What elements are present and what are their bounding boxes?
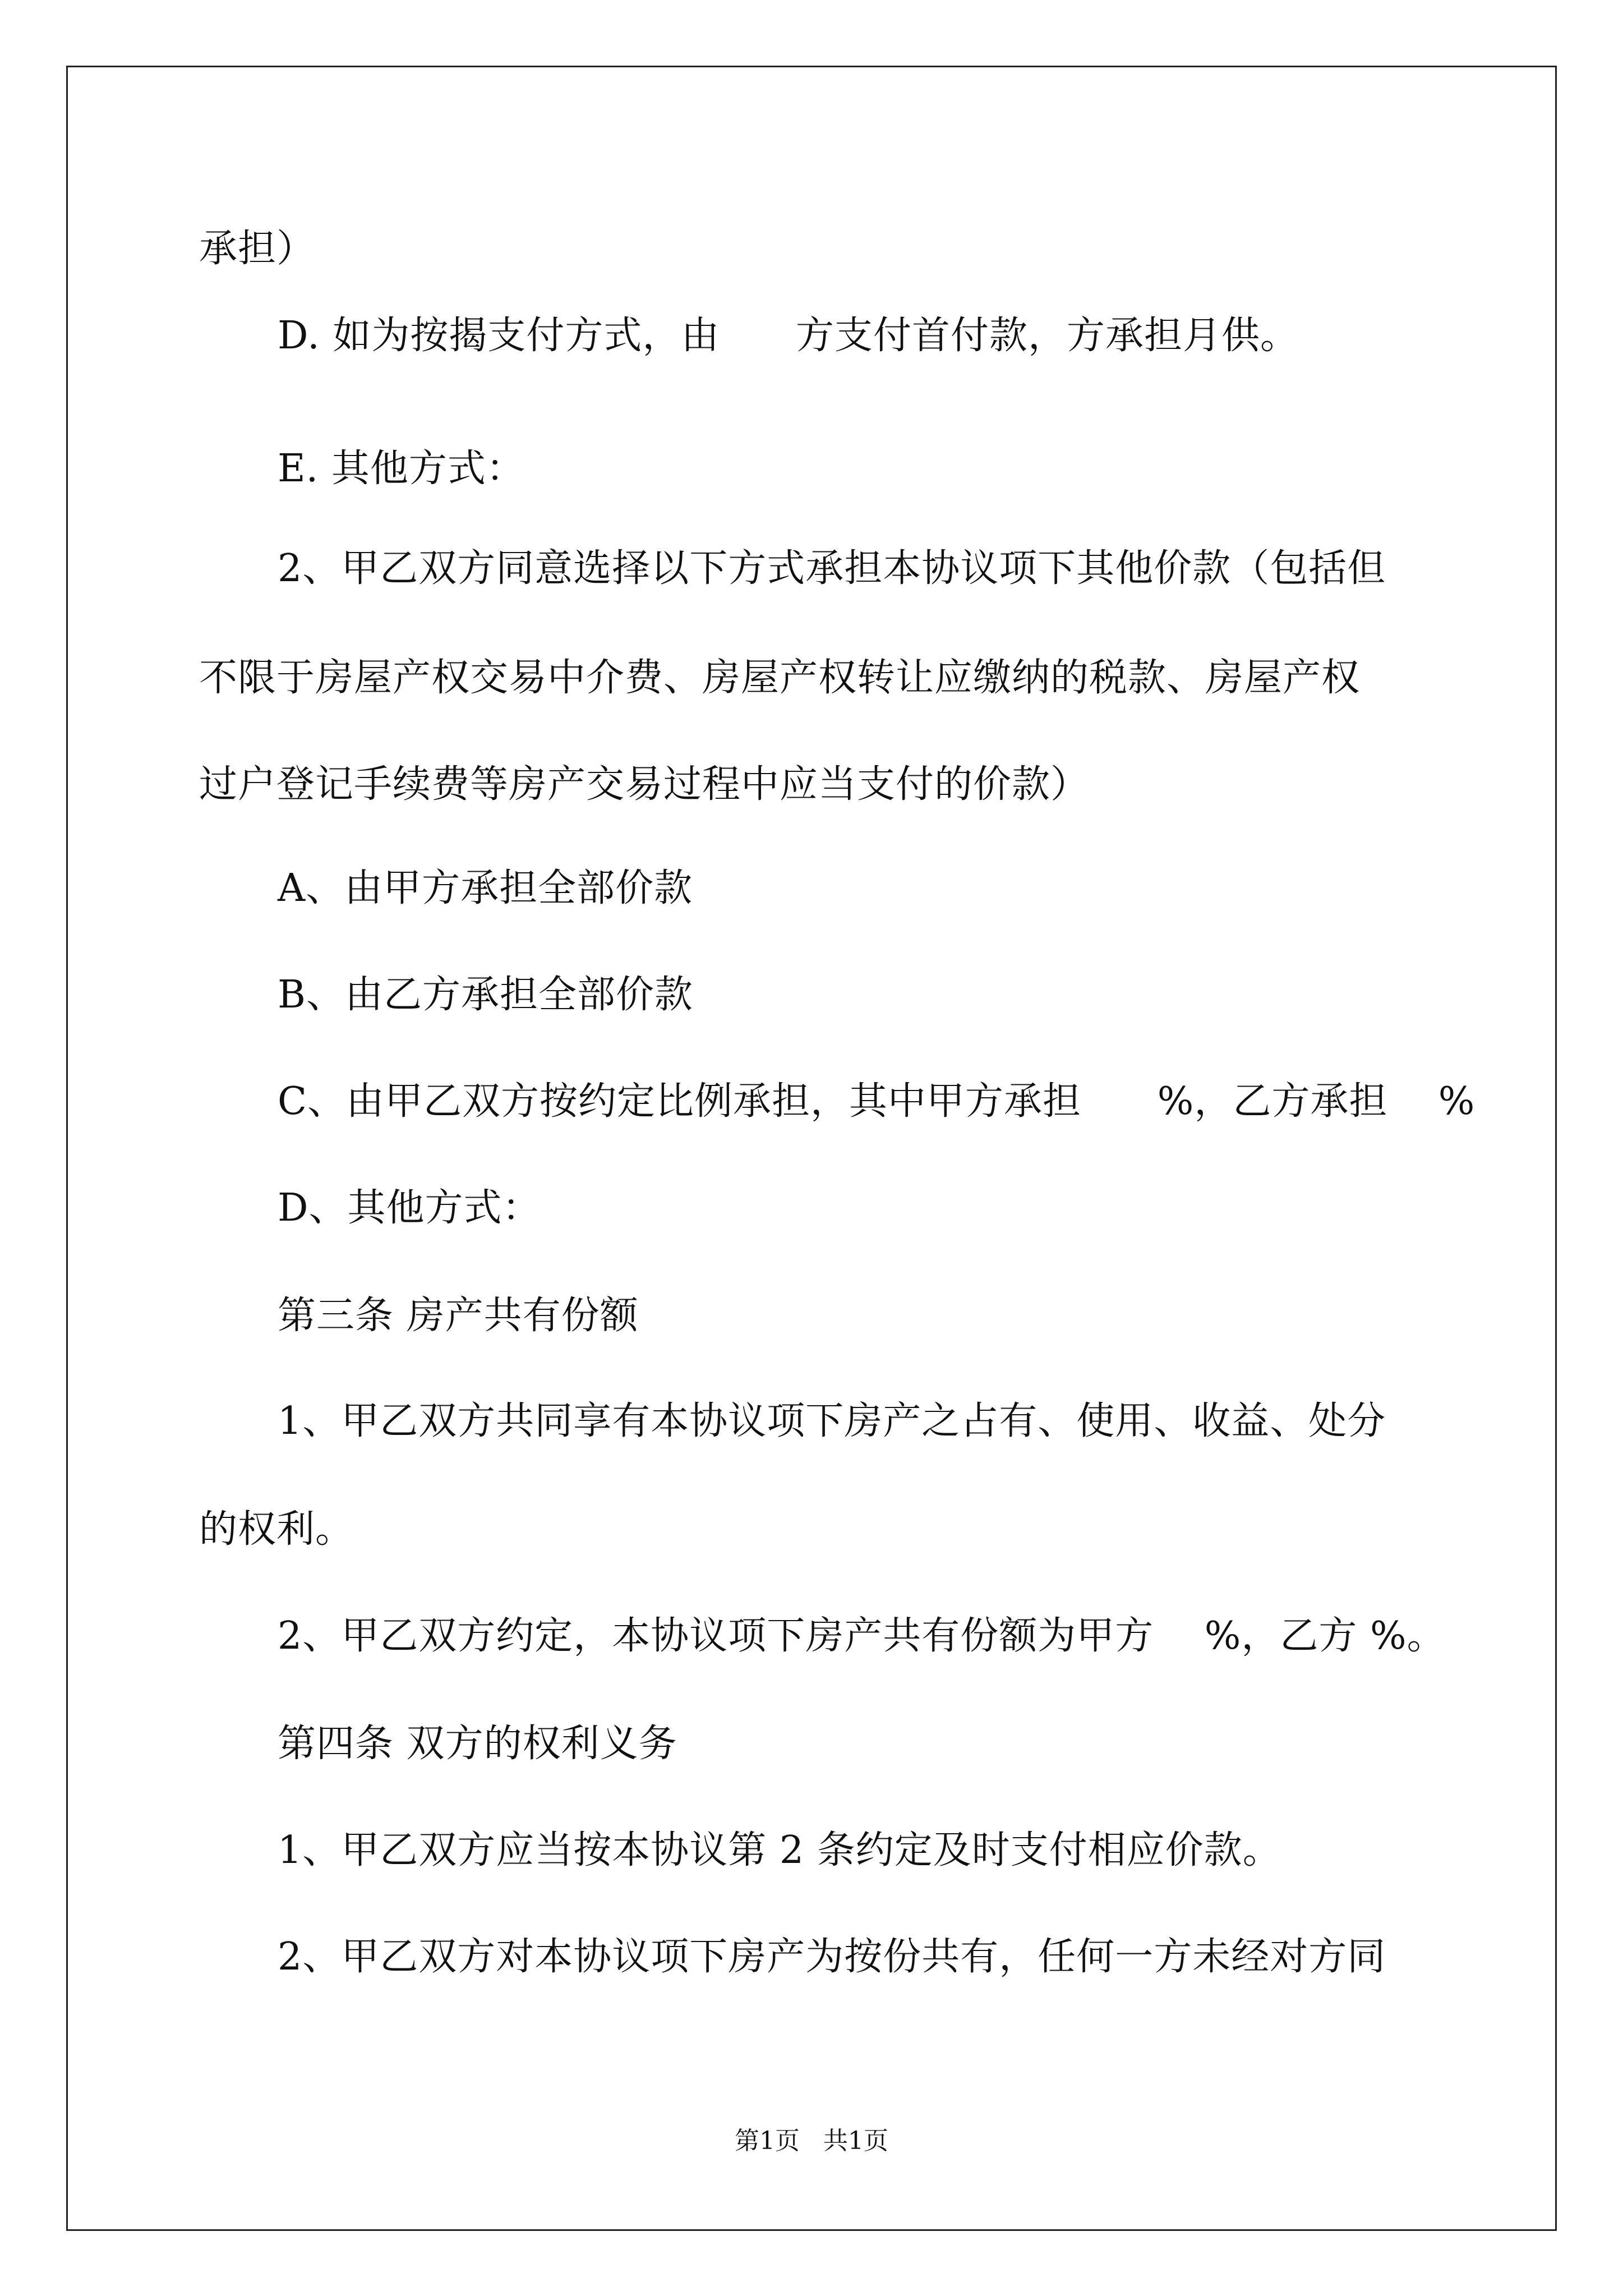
text-line-4: 2、甲乙双方同意选择以下方式承担本协议项下其他价款（包括但 (278, 546, 1386, 591)
text-line-17: 2、甲乙双方对本协议项下房产为按份共有，任何一方未经对方同 (278, 1935, 1386, 1979)
page-border (66, 66, 1557, 2231)
section-heading-3: 第三条 房产共有份额 (278, 1294, 639, 1338)
text-line-13: 的权利。 (199, 1507, 354, 1552)
text-line-10: D、其他方式： (278, 1186, 541, 1230)
text-line-3: E. 其他方式： (278, 447, 525, 491)
text-line-14: 2、甲乙双方约定，本协议项下房产共有份额为甲方 %，乙方 %。 (278, 1614, 1446, 1658)
text-line-1: 承担） (199, 227, 316, 271)
text-line-9: C、由甲乙双方按约定比例承担，其中甲方承担 %，乙方承担 % (278, 1079, 1476, 1124)
page-footer: 第1页 共1页 (735, 2127, 888, 2155)
text-line-12: 1、甲乙双方共同享有本协议项下房产之占有、使用、收益、处分 (278, 1399, 1386, 1443)
section-heading-4: 第四条 双方的权利义务 (278, 1722, 677, 1766)
text-line-6: 过户登记手续费等房产交易过程中应当支付的价款） (199, 762, 1090, 807)
text-line-2: D. 如为按揭支付方式，由 方支付首付款，方承担月供。 (278, 314, 1299, 358)
text-line-5: 不限于房屋产权交易中介费、房屋产权转让应缴纳的税款、房屋产权 (199, 656, 1361, 700)
text-line-7: A、由甲方承担全部价款 (278, 866, 693, 910)
text-line-8: B、由乙方承担全部价款 (278, 973, 693, 1017)
text-line-16: 1、甲乙双方应当按本协议第 2 条约定及时支付相应价款。 (278, 1828, 1281, 1872)
